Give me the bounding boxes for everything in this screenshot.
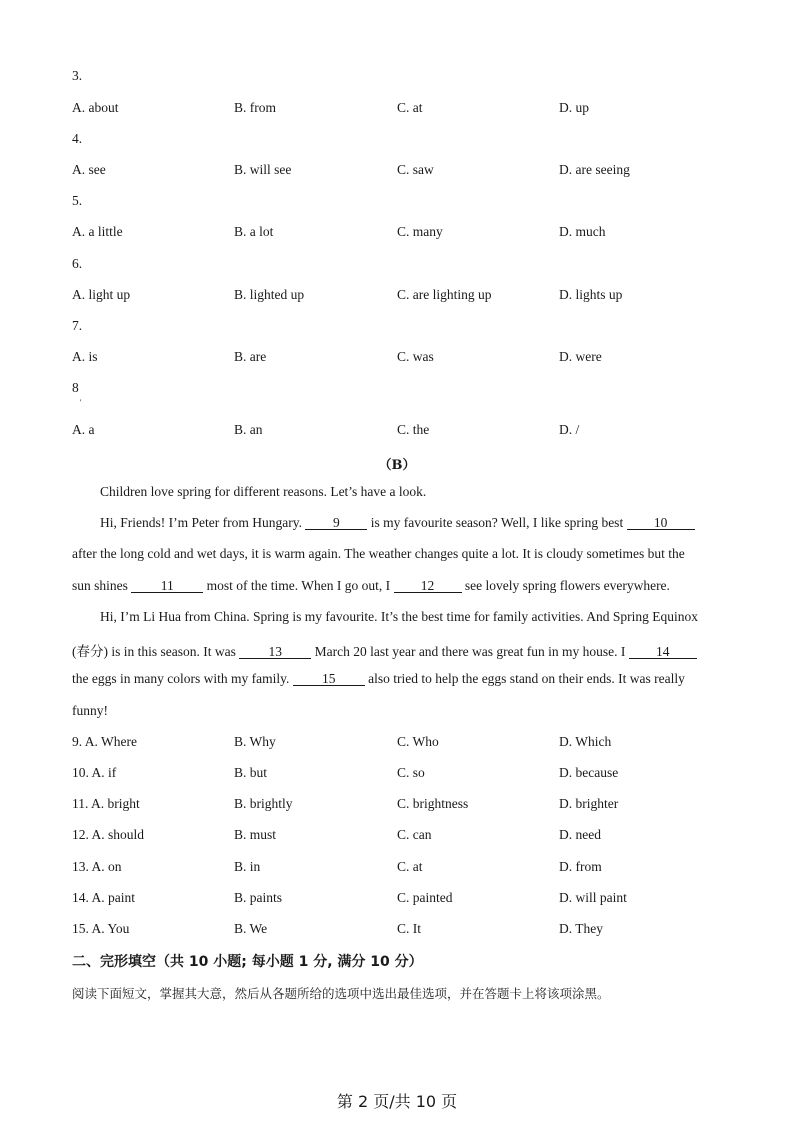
option-d: D. They [559, 921, 603, 936]
question-number: 5. [72, 193, 83, 208]
passage-intro: Children love spring for different reasons. Let’s have a look. [100, 484, 427, 499]
option-d: D. were [559, 349, 602, 364]
blank-11: 11 [131, 579, 203, 593]
question-number: 8 [72, 380, 79, 395]
option-a: 10. A. if [72, 765, 117, 780]
option-b: B. in [234, 859, 261, 874]
option-a: 12. A. should [72, 827, 145, 842]
blank-9: 9 [305, 516, 367, 530]
option-c: C. It [397, 921, 422, 936]
option-a: 14. A. paint [72, 890, 135, 905]
option-a: A. about [72, 100, 119, 115]
option-d: D. brighter [559, 796, 619, 811]
option-b: B. a lot [234, 224, 274, 239]
option-c: C. was [397, 349, 434, 364]
section-2-instruction: 阅读下面短文，掌握其大意，然后从各题所给的选项中选出最佳选项，并在答题卡上将该项涂黑。 [72, 986, 610, 1001]
question-number: 3. [72, 68, 83, 83]
option-d: D. from [559, 859, 602, 874]
question-number: 4. [72, 131, 83, 146]
passage-text: sun shines [72, 578, 132, 593]
passage-text: also tried to help the eggs stand on their ends. It was really [364, 671, 685, 686]
option-a: 11. A. bright [72, 796, 140, 811]
option-b: B. lighted up [234, 287, 305, 302]
option-c: C. at [397, 859, 423, 874]
option-d: D. will paint [559, 890, 627, 905]
option-a: A. light up [72, 287, 131, 302]
option-a: A. a little [72, 224, 123, 239]
passage-line: funny! [72, 703, 108, 718]
option-d: D. up [559, 100, 589, 115]
passage-text: (春分) is in this season. It was [72, 644, 240, 659]
option-c: C. saw [397, 162, 434, 177]
section-2-heading: 二、完形填空（共 10 小题; 每小题 1 分, 满分 10 分） [72, 954, 423, 970]
option-c: C. many [397, 224, 443, 239]
option-d: D. need [559, 827, 601, 842]
option-b: B. We [234, 921, 268, 936]
option-b: B. must [234, 827, 277, 842]
option-a: A. a [72, 422, 95, 437]
passage-text: the eggs in many colors with my family. [72, 671, 293, 686]
option-d: D. / [559, 422, 580, 437]
passage-text: see lovely spring flowers everywhere. [461, 578, 670, 593]
option-c: C. can [397, 827, 432, 842]
option-c: C. are lighting up [397, 287, 492, 302]
passage-line [72, 671, 722, 687]
option-c: C. brightness [397, 796, 469, 811]
passage-line: after the long cold and wet days, it is warm again. The weather changes quite a lot. It is cloudy sometimes but the [72, 546, 685, 561]
passage-text: is my favourite season? Well, I like spring best [367, 515, 627, 530]
option-a: A. see [72, 162, 106, 177]
option-c: C. so [397, 765, 425, 780]
passage-text: Hi, Friends! I’m Peter from Hungary. [100, 515, 306, 530]
option-a: 9. A. Where [72, 734, 137, 749]
blank-13: 13 [239, 645, 311, 659]
option-b: B. are [234, 349, 267, 364]
option-c: C. Who [397, 734, 439, 749]
option-d: D. lights up [559, 287, 623, 302]
section-b-title: （B） [378, 458, 416, 473]
option-b: B. from [234, 100, 276, 115]
blank-14: 14 [629, 645, 697, 659]
option-d: D. much [559, 224, 606, 239]
passage-line [72, 640, 722, 660]
passage-text: March 20 last year and there was great fun in my house. I [311, 644, 629, 659]
option-b: B. brightly [234, 796, 293, 811]
option-d: D. Which [559, 734, 612, 749]
question-number: 7. [72, 318, 83, 333]
blank-12: 12 [394, 579, 462, 593]
option-b: B. Why [234, 734, 276, 749]
option-c: C. at [397, 100, 423, 115]
scan-mark: ' [80, 398, 82, 407]
option-a: 15. A. You [72, 921, 130, 936]
passage-line [72, 515, 750, 531]
option-b: B. but [234, 765, 268, 780]
question-number: 6. [72, 256, 83, 271]
option-c: C. painted [397, 890, 453, 905]
option-a: 13. A. on [72, 859, 122, 874]
passage-line [72, 578, 722, 594]
option-a: A. is [72, 349, 98, 364]
passage-text: most of the time. When I go out, I [203, 578, 394, 593]
option-b: B. will see [234, 162, 292, 177]
page-footer: 第 2 页/共 10 页 [336, 1092, 458, 1111]
option-b: B. paints [234, 890, 283, 905]
option-c: C. the [397, 422, 430, 437]
option-d: D. are seeing [559, 162, 630, 177]
option-d: D. because [559, 765, 619, 780]
blank-10: 10 [627, 516, 695, 530]
blank-15: 15 [293, 672, 365, 686]
option-b: B. an [234, 422, 263, 437]
passage-line: Hi, I’m Li Hua from China. Spring is my favourite. It’s the best time for family activities. And Spring Equinox [100, 609, 699, 624]
